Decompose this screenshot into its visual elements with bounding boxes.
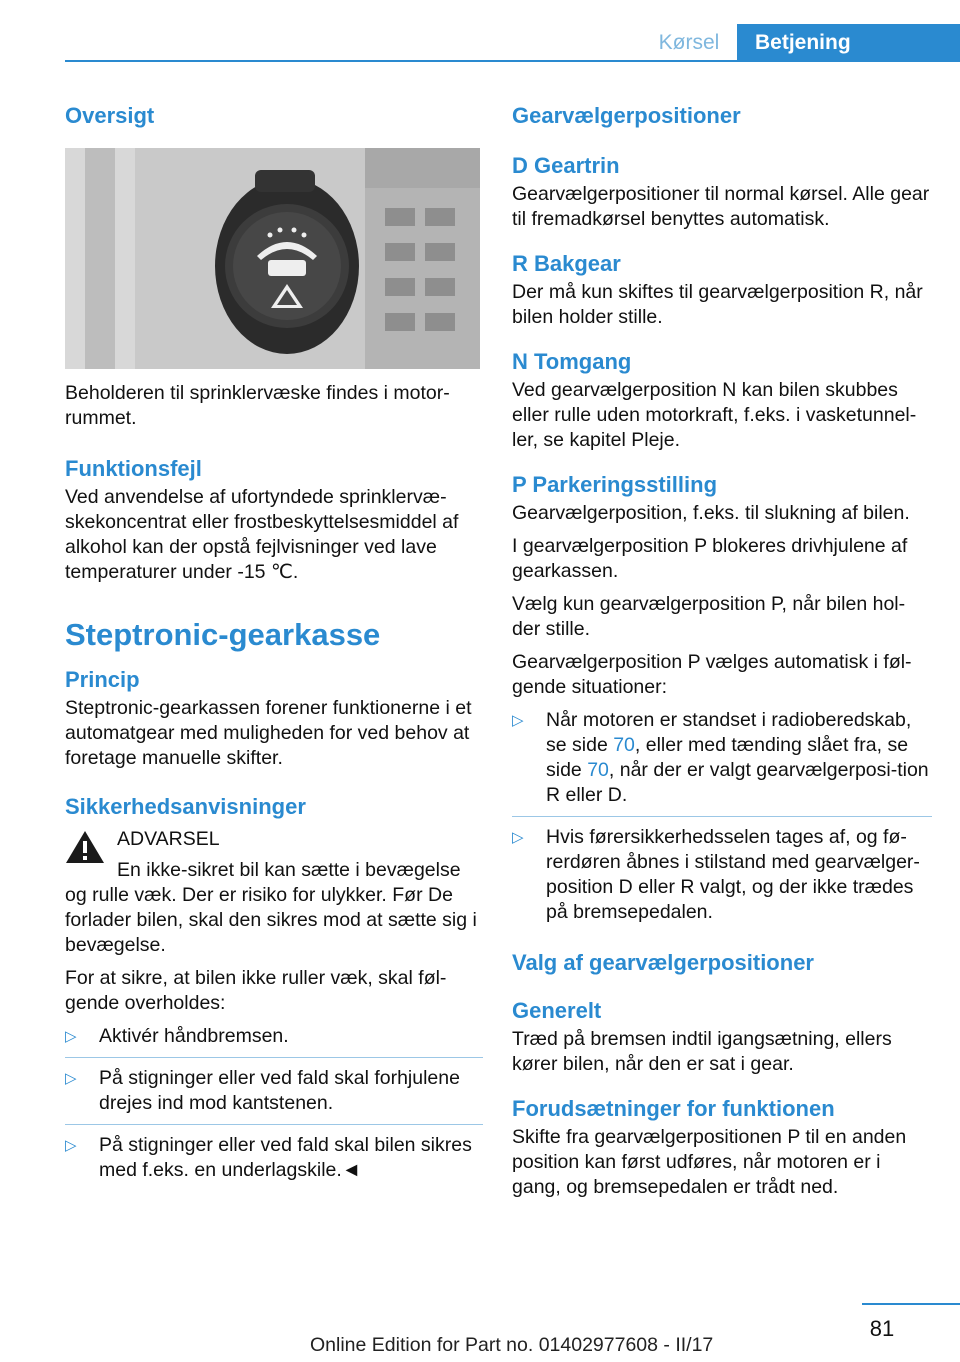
sikre-text: For at sikre, at bilen ikke ruller væk, skal føl-gende overholdes: (65, 967, 447, 1014)
list-item-text: Hvis førersikkerhedsselen tages af, og fø-rerdøren åbnes i stilstand med gearvælger-position D eller R valgt, og der ikke trædes på bremsepedalen. (546, 826, 920, 923)
funktionsfejl-text: Ved anvendelse af ufortyndede sprinklervæ-skekoncentrat eller frostbeskyttelsesmiddel af alkohol kan der opstå fejlvisninger ved lave temperaturer under -15 ℃. (65, 486, 459, 583)
funktionsfejl-heading: Funktionsfejl (65, 456, 202, 481)
p-text-2: I gearvælgerposition P blokeres drivhjulene af gearkassen. (512, 535, 908, 582)
forud-heading: Forudsætninger for funktionen (512, 1096, 835, 1121)
bullet-triangle-icon: ▷ (65, 1137, 77, 1154)
list-item (65, 1024, 483, 1057)
tab-betjening[interactable]: Betjening (737, 24, 960, 61)
r-heading: R Bakgear (512, 251, 621, 276)
warning-block (65, 827, 483, 883)
gear-heading: Gearvælgerpositioner (512, 103, 741, 128)
p-text-4: Gearvælgerposition P vælges automatisk i føl-gende situationer: (512, 651, 912, 698)
bullet-triangle-icon: ▷ (65, 1070, 77, 1087)
list-item-text-part: , når der er valgt gearvælgerposi-tion R eller D. (546, 759, 929, 806)
p-text-1: Gearvælgerposition, f.eks. til slukning af bilen. (512, 502, 910, 524)
princip-heading: Princip (65, 667, 140, 692)
list-item-text: På stigninger eller ved fald skal bilen sikres med f.eks. en underlagskile.◄ (99, 1134, 472, 1181)
p-heading: P Parkeringsstilling (512, 472, 718, 497)
list-item (512, 708, 932, 816)
auto-p-list (512, 708, 932, 925)
header-rule (65, 60, 960, 62)
steptronic-heading: Steptronic-gearkasse (65, 617, 381, 652)
list-item (65, 1133, 483, 1183)
washer-fluid-reservoir-photo (65, 148, 480, 369)
bullet-triangle-icon: ▷ (65, 1028, 77, 1045)
list-item (512, 825, 932, 925)
generelt-heading: Generelt (512, 998, 602, 1023)
d-text: Gearvælgerpositioner til normal kørsel. Alle gear til fremadkørsel benyttes automatisk. (512, 183, 930, 230)
d-heading: D Geartrin (512, 153, 620, 178)
n-heading: N Tomgang (512, 349, 632, 374)
oversigt-text: Beholderen til sprinklervæske findes i motor-rummet. (65, 382, 450, 429)
list-divider (65, 1124, 483, 1125)
list-item (65, 1066, 483, 1124)
page-link[interactable]: 70 (613, 734, 635, 756)
edition-text: Online Edition for Part no. 01402977608 - II/17 (310, 1334, 714, 1356)
page-number: 81 (869, 1316, 895, 1341)
warning-triangle-icon (65, 829, 105, 865)
warning-line1: En ikke-sikret bil kan sætte i bevægelse (117, 859, 461, 881)
footer-rule (862, 1303, 960, 1305)
oversigt-heading: Oversigt (65, 103, 155, 128)
list-item-text: På stigninger eller ved fald skal forhjulene drejes ind mod kantstenen. (99, 1067, 460, 1114)
page-link[interactable]: 70 (587, 759, 609, 781)
valg-heading: Valg af gearvælgerpositioner (512, 950, 814, 975)
bullet-triangle-icon: ▷ (512, 712, 524, 729)
warning-text: og rulle væk. Der er risiko for ulykker. Før De forlader bilen, skal den sikres mod at sætte sig i bevægelse. (65, 884, 477, 956)
bullet-triangle-icon: ▷ (512, 829, 524, 846)
forud-text: Skifte fra gearvælgerpositionen P til en anden position kan først udføres, når motoren er i gang, og bremsepedalen er trådt ned. (512, 1126, 907, 1198)
p-text-3: Vælg kun gearvælgerposition P, når bilen hol-der stille. (512, 593, 906, 640)
list-divider (65, 1057, 483, 1058)
generelt-text: Træd på bremsen indtil igangsætning, ellers kører bilen, når den er sat i gear. (512, 1028, 892, 1075)
list-item-text-part: Når motoren er standset i radioberedskab, se side (546, 709, 912, 756)
safety-list (65, 1024, 483, 1183)
tab-korsel[interactable]: Kørsel (658, 31, 720, 54)
list-divider (512, 816, 932, 817)
r-text: Der må kun skiftes til gearvælgerposition R, når bilen holder stille. (512, 281, 923, 328)
list-item-text-part: , eller med tænding slået fra, se side (546, 734, 909, 781)
right-column (512, 96, 932, 1200)
sikkerhed-heading: Sikkerhedsanvisninger (65, 794, 306, 819)
list-item-text: Aktivér håndbremsen. (99, 1025, 289, 1047)
princip-text: Steptronic-gearkassen forener funktionerne i et automatgear med muligheden for ved behov at foretage manuelle skifter. (65, 697, 472, 769)
list-item-text (546, 709, 929, 806)
left-column (65, 96, 483, 1183)
warning-label: ADVARSEL (117, 828, 220, 850)
n-text: Ved gearvælgerposition N kan bilen skubbes eller rulle uden motorkraft, f.eks. i vasketunnel-ler, se kapitel Pleje. (512, 379, 917, 451)
